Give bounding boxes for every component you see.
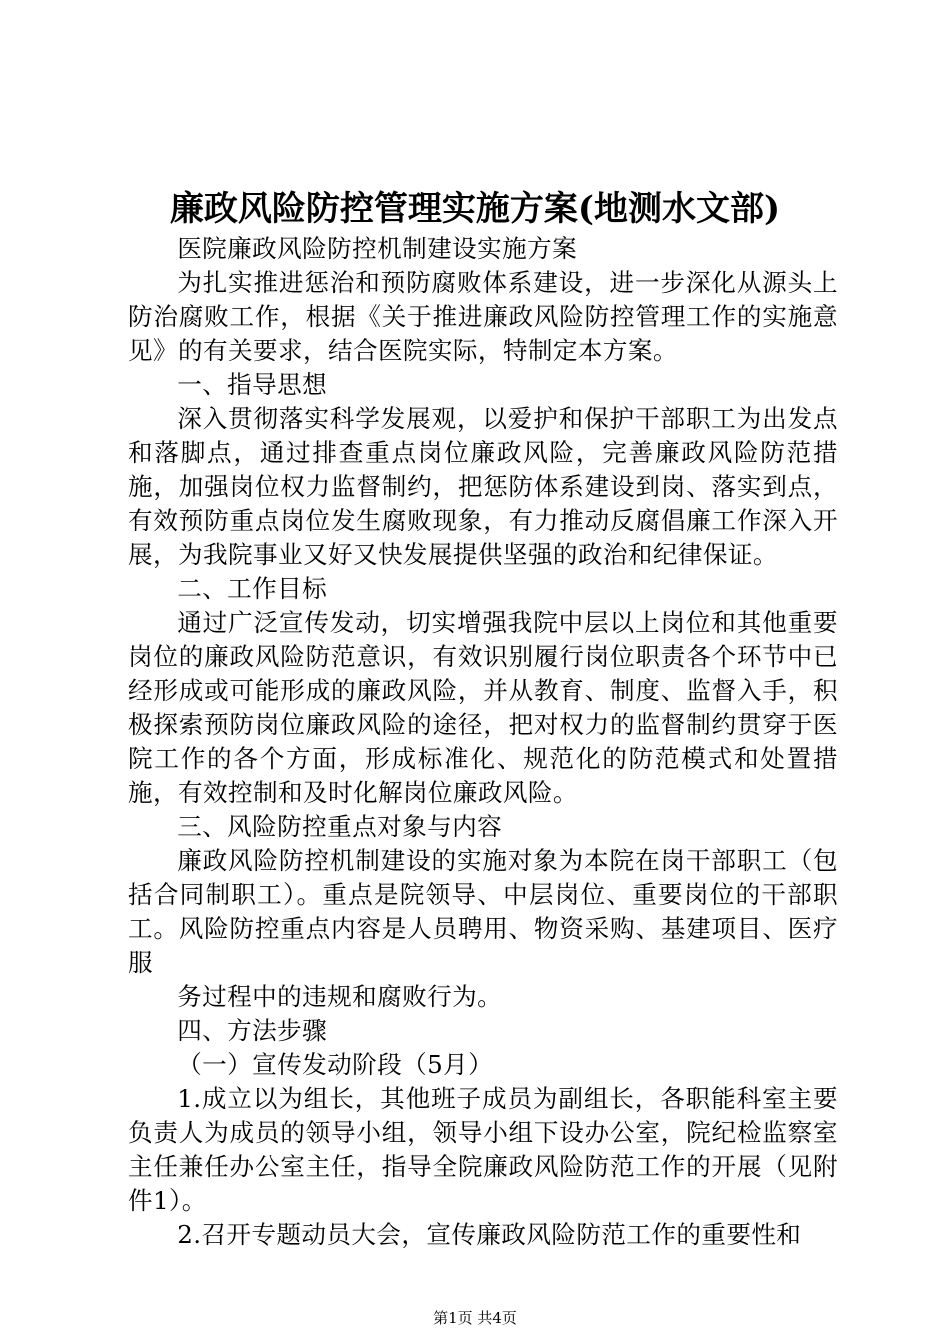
subtitle-paragraph: 医院廉政风险防控机制建设实施方案	[177, 234, 578, 263]
section-heading-key-targets: 三、风险防控重点对象与内容	[177, 812, 503, 841]
guiding-ideology-paragraph: 深入贯彻落实科学发展观，以爱护和保护干部职工为出发点和落脚点，通过排查重点岗位廉政风险，完善廉政风险防范措施，加强岗位权力监督制约，把惩防体系建设到岗、落实到点，有效预防重点岗位发生腐败现象，有力推动反腐倡廉工作深入开展，为我院事业又好又快发展提供坚强的政治和纪律保证。	[128, 404, 838, 569]
intro-paragraph: 为扎实推进惩治和预防腐败体系建设，进一步深化从源头上防治腐败工作，根据《关于推进廉政风险防控管理工作的实施意见》的有关要求，结合医院实际，特制定本方案。	[128, 268, 838, 365]
section-heading-work-goals: 二、工作目标	[177, 574, 328, 603]
work-goals-paragraph: 通过广泛宣传发动，切实增强我院中层以上岗位和其他重要岗位的廉政风险防范意识，有效识别履行岗位职责各个环节中已经形成或可能形成的廉政风险，并从教育、制度、监督入手，积极探索预防岗位廉政风险的途径，把对权力的监督制约贯穿于医院工作的各个方面，形成标准化、规范化的防范模式和处置措施，有效控制和及时化解岗位廉政风险。	[128, 608, 838, 807]
page-number: 第1页 共4页	[433, 1309, 517, 1327]
step-1-paragraph: 1.成立以为组长，其他班子成员为副组长，各职能科室主要负责人为成员的领导小组，领导小组下设办公室，院纪检监察室主任兼任办公室主任，指导全院廉政风险防范工作的开展（见附件1）。	[128, 1084, 838, 1215]
step-2-paragraph: 2.召开专题动员大会，宣传廉政风险防范工作的重要性和	[177, 1220, 802, 1249]
document-body	[128, 232, 838, 1252]
subsection-heading-publicity: （一）宣传发动阶段（5月）	[177, 1050, 494, 1079]
section-heading-guiding-ideology: 一、指导思想	[177, 370, 328, 399]
document-title: 廉政风险防控管理实施方案(地测水文部)	[169, 189, 781, 229]
key-targets-paragraph: 廉政风险防控机制建设的实施对象为本院在岗干部职工（包括合同制职工）。重点是院领导、中层岗位、重要岗位的干部职工。风险防控重点内容是人员聘用、物资采购、基建项目、医疗服	[128, 846, 838, 977]
key-targets-continuation: 务过程中的违规和腐败行为。	[177, 982, 503, 1011]
section-heading-steps: 四、方法步骤	[177, 1016, 328, 1045]
